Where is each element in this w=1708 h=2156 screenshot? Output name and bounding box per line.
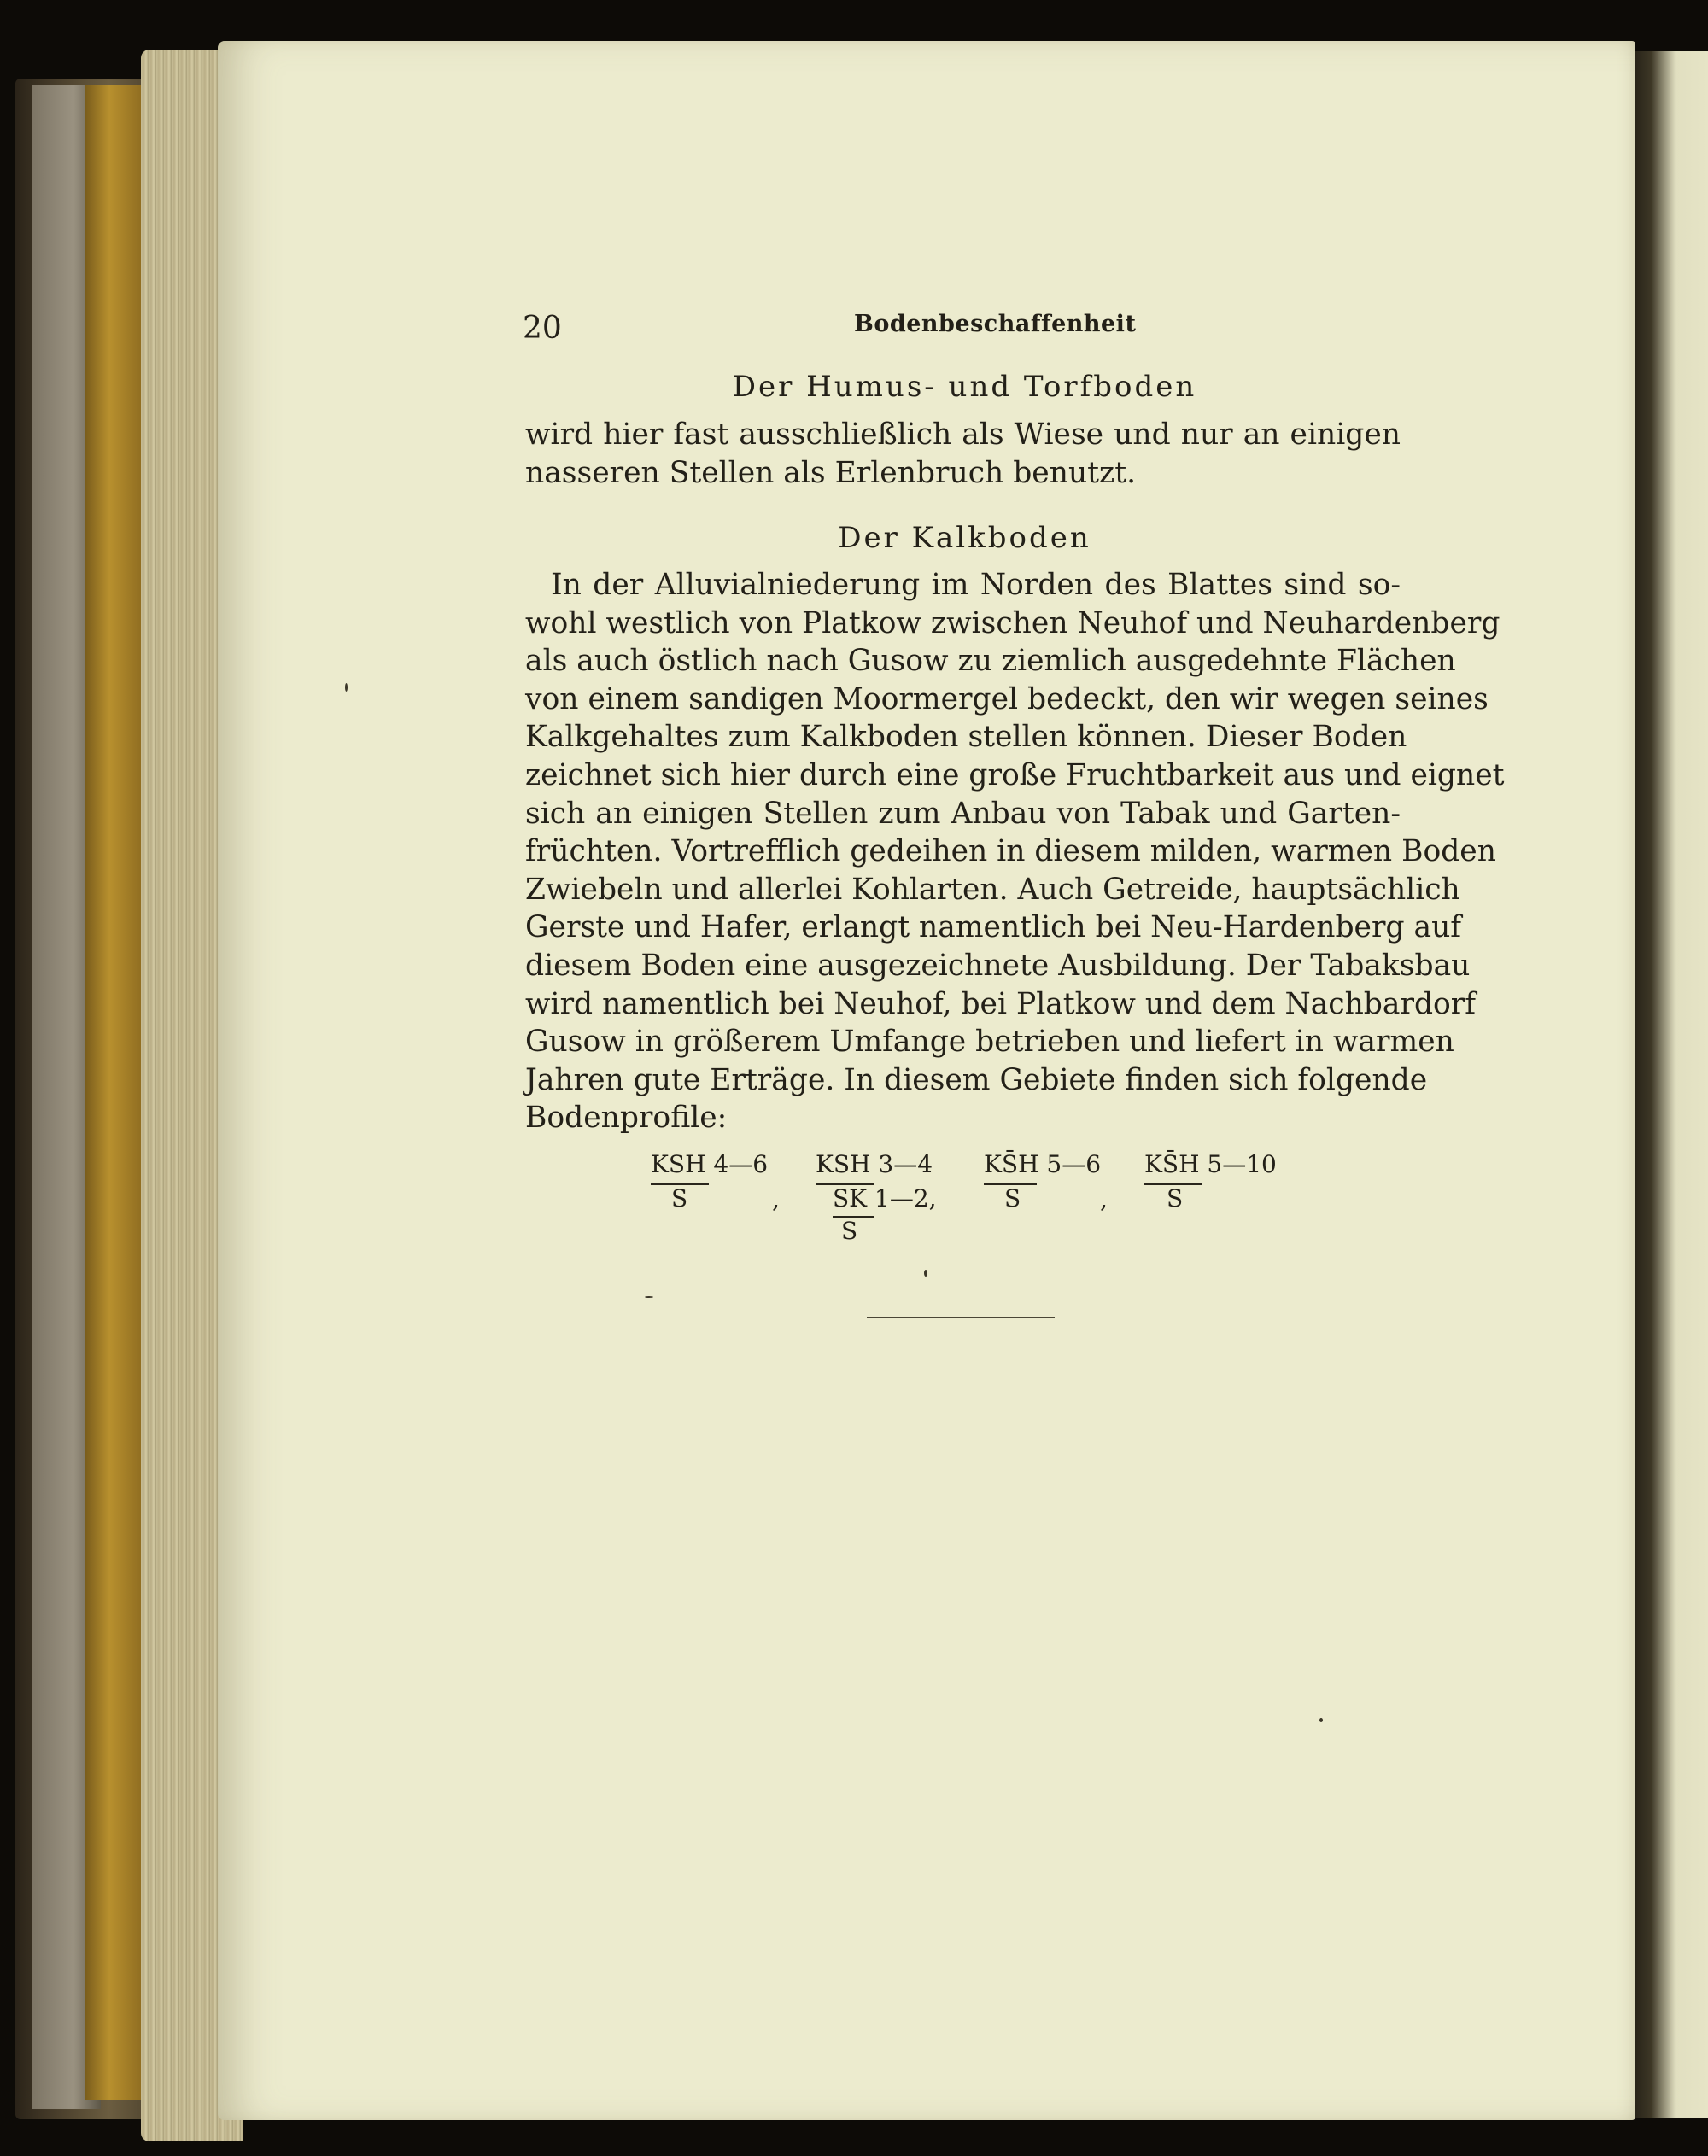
profile-upper: KS̄H 5—10 [1144, 1150, 1277, 1178]
text-line: diesem Boden eine ausgezeichnete Ausbildung. Der Tabaksbau [525, 948, 1471, 983]
page-speck [645, 1296, 653, 1298]
soil-profile-2 [816, 1150, 961, 1253]
text-line: In der Alluvialniederung im Norden des Blattes sind so- [551, 568, 1401, 602]
text-line: zeichnet sich hier durch eine große Fruchtbarkeit aus und eignet [525, 757, 1505, 792]
text-line: wohl westlich von Platkow zwischen Neuhof und Neuhardenberg [525, 605, 1500, 640]
profile-lower: S [1004, 1184, 1021, 1212]
text-line: Jahren gute Erträge. In diesem Gebiete finden sich folgende [525, 1062, 1428, 1097]
facing-page-edge [1627, 51, 1708, 2118]
text-line: Gusow in größerem Umfange betrieben und liefert in warmen [525, 1025, 1454, 1060]
text-line: sich an einigen Stellen zum Anbau von Tabak und Garten- [525, 796, 1401, 831]
paragraph-humus [525, 416, 1401, 492]
profile-lower: S [841, 1217, 858, 1245]
text-line: als auch östlich nach Gusow zu ziemlich ausgedehnte Flächen [525, 644, 1456, 679]
running-header-title: Bodenbeschaffenheit [854, 311, 1137, 337]
profile-lower: S [671, 1184, 688, 1212]
text-line: Zwiebeln und allerlei Kohlarten. Auch Getreide, hauptsächlich [525, 872, 1460, 907]
profile-separator: , [772, 1185, 780, 1213]
text-line: wird namentlich bei Neuhof, bei Platkow und dem Nachbardorf [525, 986, 1477, 1021]
profile-upper: KSH 4—6 [651, 1150, 769, 1178]
text-line: Kalkgehaltes zum Kalkboden stellen können. Dieser Boden [525, 720, 1407, 755]
paragraph-kalk [525, 566, 1505, 1137]
section-heading-humus: Der Humus- und Torfboden [732, 370, 1197, 404]
soil-profile-1 [651, 1150, 779, 1218]
book-gilded-edge [85, 85, 145, 2100]
text-line: früchten. Vortrefflich gedeihen in diesem milden, warmen Boden [525, 834, 1496, 869]
text-line: Gerste und Hafer, erlangt namentlich bei Neu-Hardenberg auf [525, 910, 1462, 945]
text-line: wird hier fast ausschließlich als Wiese und nur an einigen [525, 418, 1401, 452]
page-speck [345, 683, 348, 692]
section-heading-kalk: Der Kalkboden [838, 521, 1091, 555]
page-speck [924, 1270, 927, 1277]
soil-profile-4 [1144, 1150, 1290, 1218]
profile-upper: KSH 3—4 [816, 1150, 933, 1178]
section-end-rule [867, 1317, 1055, 1318]
text-line: nasseren Stellen als Erlenbruch benutzt. [525, 455, 1137, 490]
profile-separator: , [1100, 1185, 1108, 1213]
page-speck [1319, 1718, 1323, 1722]
page-number: 20 [523, 311, 562, 346]
profile-middle: SK 1—2, [833, 1184, 937, 1212]
profile-upper: KS̄H 5—6 [984, 1150, 1102, 1178]
text-line: Bodenprofile: [525, 1101, 728, 1136]
text-line: von einem sandigen Moormergel bedeckt, den wir wegen seines [525, 681, 1489, 716]
running-header [523, 307, 1407, 350]
profile-lower: S [1167, 1184, 1184, 1212]
soil-profile-3 [984, 1150, 1112, 1218]
